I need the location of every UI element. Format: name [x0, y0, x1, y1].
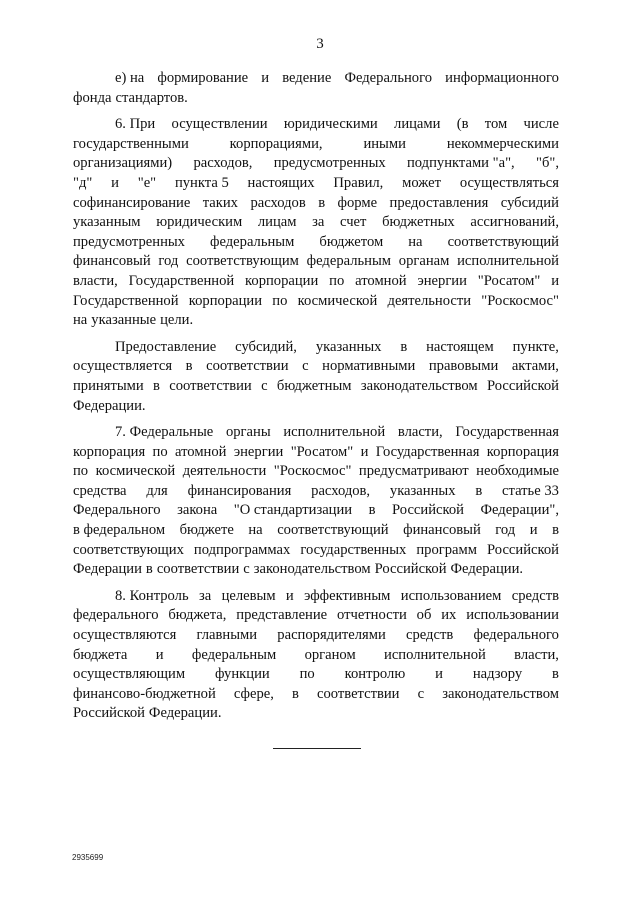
word: эффективным	[304, 587, 391, 604]
text-line	[73, 587, 559, 607]
word: федерального	[473, 627, 559, 644]
word: с	[302, 358, 309, 375]
word: Государственной	[128, 272, 235, 289]
word: настоящем	[426, 338, 494, 355]
word: Федерального	[73, 502, 161, 519]
word: Федерации	[73, 561, 142, 578]
word: "е"	[137, 174, 157, 191]
paragraph	[73, 587, 559, 724]
text-line	[73, 338, 559, 358]
word: в	[475, 482, 483, 499]
word: Государственная	[375, 443, 480, 460]
word: главными	[196, 627, 258, 644]
document-body	[73, 69, 559, 724]
word: предусмотренных	[273, 155, 386, 172]
text-line	[73, 541, 559, 561]
text-line	[73, 521, 559, 541]
word: финансово-бюджетной	[73, 685, 216, 702]
word: корпорациями,	[229, 135, 323, 152]
text-line	[73, 357, 559, 377]
word: по	[329, 272, 345, 289]
word: и	[435, 666, 443, 683]
word: Федерального	[344, 70, 433, 86]
word: законодательством	[253, 561, 371, 578]
word: Федерации.	[148, 705, 222, 722]
word: соответствии	[156, 561, 240, 578]
word: осуществляющим	[73, 666, 186, 683]
text-line	[73, 423, 559, 443]
word: актами,	[511, 358, 559, 375]
word: законодательством	[360, 377, 478, 394]
paragraph	[73, 338, 559, 416]
text-line	[73, 665, 559, 685]
word: ассигнований,	[470, 214, 559, 231]
word: распорядителями	[277, 627, 386, 644]
word: и	[529, 522, 538, 539]
word: и	[261, 70, 270, 86]
word: "О стандартизации	[233, 502, 353, 519]
word: функции	[214, 666, 270, 683]
word: юридическим	[156, 214, 243, 231]
word: органом	[304, 646, 356, 663]
word: законодательством	[442, 685, 559, 702]
word: форме	[337, 194, 378, 211]
word: федеральным	[210, 233, 295, 250]
word: предусматривают	[358, 463, 469, 480]
word: "Росатом"	[290, 443, 354, 460]
word: (в	[456, 116, 469, 133]
text-line	[73, 377, 559, 397]
page-number: 3	[316, 36, 324, 52]
text-line	[73, 272, 559, 292]
word: может	[402, 174, 442, 191]
word: бюджете	[179, 522, 234, 539]
word: подпунктами "а",	[406, 155, 515, 172]
word: средств	[511, 587, 559, 604]
word: соответствующих	[73, 541, 184, 558]
word: указанных	[315, 338, 382, 355]
word: е) на	[115, 70, 145, 86]
word: деятельности	[182, 463, 267, 480]
text-line	[73, 626, 559, 646]
word: программ	[416, 541, 478, 558]
word: корпорация	[73, 443, 146, 460]
word: Федерации",	[480, 502, 559, 519]
word: федерального	[73, 607, 159, 624]
end-divider	[273, 748, 361, 749]
word: сфере,	[233, 685, 274, 702]
word: правовыми	[428, 358, 499, 375]
text-line	[73, 501, 559, 521]
word: в	[400, 338, 408, 355]
text-line	[73, 89, 559, 109]
word: за	[312, 214, 325, 231]
word: для	[146, 482, 168, 499]
word: расходов,	[193, 155, 253, 172]
word: на	[73, 312, 88, 329]
word: деятельности	[387, 292, 472, 309]
word: настоящих	[247, 174, 315, 191]
text-line	[73, 115, 559, 135]
text-line	[73, 443, 559, 463]
text-line	[73, 704, 559, 724]
word: Российской	[487, 541, 559, 558]
text-line	[73, 685, 559, 705]
word: власти,	[397, 424, 443, 441]
word: корпорации	[245, 272, 319, 289]
word: средства	[73, 482, 127, 499]
paragraph	[73, 69, 559, 108]
word: предоставления	[389, 194, 489, 211]
text-line	[73, 560, 559, 580]
word: исполнительной	[283, 424, 386, 441]
word: исполнительной	[457, 253, 559, 270]
word: таких	[202, 194, 238, 211]
word: год	[158, 253, 179, 270]
word: и	[155, 646, 164, 663]
word: органы	[225, 424, 271, 441]
word: субсидий	[500, 194, 559, 211]
word: власти,	[514, 646, 559, 663]
word: принятыми	[73, 377, 144, 394]
text-line	[73, 292, 559, 312]
word: Государственная	[455, 424, 559, 441]
text-line	[73, 462, 559, 482]
word: бюджетом	[319, 233, 384, 250]
word: с	[417, 685, 425, 702]
text-line	[73, 69, 559, 89]
word: 8. Контроль	[115, 587, 189, 604]
word: в	[292, 685, 299, 702]
word: финансирования	[187, 482, 292, 499]
word: на	[408, 233, 423, 250]
word: на	[248, 522, 263, 539]
word: формирование	[157, 70, 249, 86]
text-line	[73, 194, 559, 214]
word: исполнительной	[384, 646, 486, 663]
word: Федерации.	[73, 397, 146, 414]
word: в	[185, 358, 193, 375]
word: фонда	[73, 89, 112, 106]
word: Российской	[374, 561, 447, 578]
word: в	[552, 666, 559, 683]
word: юридическими	[283, 116, 378, 133]
word: осуществляются	[73, 627, 177, 644]
text-line	[73, 154, 559, 174]
word: расходов	[250, 194, 306, 211]
word: по	[73, 463, 89, 480]
word: информационного	[445, 70, 559, 86]
word: в	[552, 522, 559, 539]
word: бюджета,	[168, 607, 227, 624]
word: их	[441, 607, 457, 624]
word: финансовый	[403, 522, 481, 539]
word: представление	[236, 607, 328, 624]
word: Российской	[392, 502, 464, 519]
word: Предоставление	[115, 338, 217, 355]
word: субсидий,	[235, 338, 297, 355]
word: в	[153, 377, 160, 394]
word: отчетности	[337, 607, 407, 624]
word: лицами	[394, 116, 441, 133]
text-line	[73, 174, 559, 194]
word: в	[318, 194, 326, 211]
word: соответствующий	[447, 233, 559, 250]
word: бюджетным	[276, 377, 352, 394]
word: нормативными	[322, 358, 416, 375]
word: и	[111, 174, 119, 191]
word: государственными	[73, 135, 189, 152]
text-line	[73, 311, 559, 331]
word: числе	[523, 116, 559, 133]
word: предусмотренных	[73, 233, 185, 250]
word: соответствующий	[277, 522, 389, 539]
text-line	[73, 606, 559, 626]
word: бюджетных	[382, 214, 455, 231]
word: и	[285, 587, 294, 604]
word: лицам	[257, 214, 297, 231]
word: Федерации.	[450, 561, 524, 578]
word: федеральным	[306, 253, 392, 270]
word: цели.	[160, 312, 194, 329]
word: "Роскосмос"	[481, 292, 559, 309]
word: счет	[340, 214, 367, 231]
word: организациями)	[73, 155, 173, 172]
word: соответствии	[317, 685, 400, 702]
word: по	[272, 292, 288, 309]
word: космической	[95, 463, 176, 480]
word: целевым	[221, 587, 276, 604]
document-code: 2935699	[72, 853, 104, 862]
word: год	[495, 522, 516, 539]
word: соответствии	[206, 358, 289, 375]
word: Государственной	[73, 292, 179, 309]
word: иными	[363, 135, 406, 152]
word: атомной	[355, 272, 407, 289]
word: осуществлении	[171, 116, 268, 133]
word: с	[243, 561, 250, 578]
text-line	[73, 252, 559, 272]
word: контролю	[344, 666, 406, 683]
word: "д"	[73, 174, 93, 191]
text-line	[73, 213, 559, 233]
word: использовании	[466, 607, 559, 624]
word: 7. Федеральные	[115, 424, 214, 441]
word: по	[299, 666, 315, 683]
word: Российской	[487, 377, 559, 394]
word: органам	[398, 253, 450, 270]
word: "Роскосмос"	[273, 463, 352, 480]
word: бюджета	[73, 646, 128, 663]
word: пункте,	[512, 338, 559, 355]
word: указанным	[73, 214, 141, 231]
word: средств	[406, 627, 454, 644]
word: подпрограммах	[193, 541, 291, 558]
word: власти,	[73, 272, 118, 289]
word: Правил,	[333, 174, 384, 191]
word: некоммерческими	[446, 135, 559, 152]
word: по	[152, 443, 168, 460]
word: осуществляется	[73, 358, 173, 375]
word: в федеральном	[73, 522, 166, 539]
word: "б",	[535, 155, 559, 172]
word: и	[551, 272, 559, 289]
paragraph	[73, 423, 559, 580]
text-line	[73, 397, 559, 417]
word: том	[484, 116, 508, 133]
paragraph	[73, 115, 559, 331]
word: указанные	[91, 312, 157, 329]
text-line	[73, 482, 559, 502]
word: корпорации	[188, 292, 263, 309]
word: энергии	[417, 272, 467, 289]
text-line	[73, 646, 559, 666]
word: ведение	[282, 70, 332, 86]
text-line	[73, 135, 559, 155]
word: необходимые	[476, 463, 559, 480]
word: использованием	[400, 587, 502, 604]
word: в	[368, 502, 376, 519]
word: в	[145, 561, 153, 578]
word: Российской	[73, 705, 145, 722]
word: государственных	[300, 541, 407, 558]
word: стандартов.	[115, 89, 188, 106]
word: соответствии	[169, 377, 252, 394]
word: соответствующим	[186, 253, 299, 270]
word: космической	[297, 292, 378, 309]
word: с	[261, 377, 268, 394]
word: атомной	[175, 443, 227, 460]
word: об	[416, 607, 432, 624]
word: закона	[177, 502, 218, 519]
word: финансовый	[73, 253, 151, 270]
text-line	[73, 233, 559, 253]
word: 6. При	[115, 116, 156, 133]
word: корпорация	[486, 443, 559, 460]
word: осуществляться	[459, 174, 559, 191]
word: за	[198, 587, 212, 604]
word: пункта 5	[174, 174, 229, 191]
word: федеральным	[191, 646, 277, 663]
word: софинансирование	[73, 194, 191, 211]
word: указанных	[389, 482, 456, 499]
word: расходов,	[311, 482, 371, 499]
word: "Росатом"	[477, 272, 541, 289]
word: и	[360, 443, 369, 460]
word: надзору	[472, 666, 523, 683]
word: энергии	[233, 443, 284, 460]
word: статье 33	[502, 482, 559, 499]
